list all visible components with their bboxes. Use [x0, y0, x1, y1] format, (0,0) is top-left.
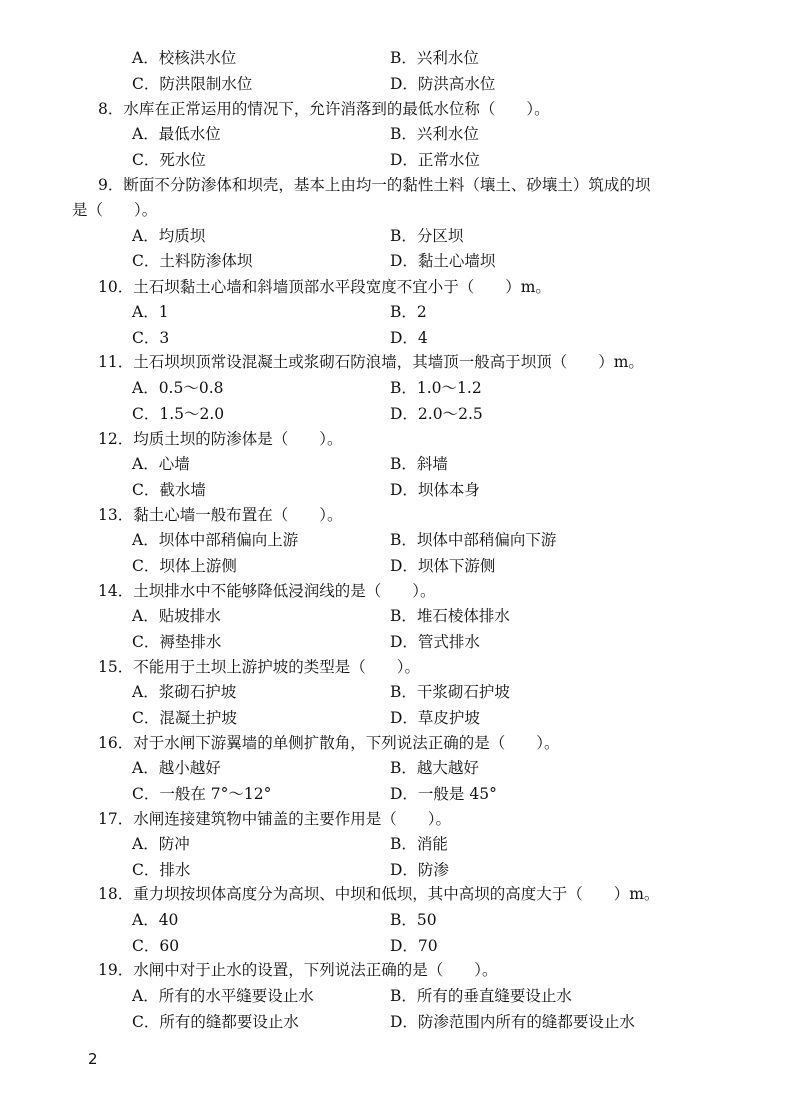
option-line: B．兴利水位	[390, 49, 479, 67]
option-line: D．坝体下游侧	[390, 557, 496, 575]
question-13: 13．黏土心墙一般布置在（ ）。	[98, 506, 343, 524]
question-17: 17．水闸连接建筑物中铺盖的主要作用是（ ）。	[98, 810, 451, 828]
option-line: A．坝体中部稍偏向上游	[132, 531, 299, 549]
option-line: B．兴利水位	[390, 125, 479, 143]
page-number: 2	[88, 1050, 98, 1068]
question-15: 15．不能用于土坝上游护坡的类型是（ ）。	[98, 658, 420, 676]
option-line: B．2	[390, 303, 427, 321]
option-line: A．贴坡排水	[132, 607, 221, 625]
option-line: D．黏土心墙坝	[390, 252, 496, 270]
option-line: B．所有的垂直缝要设止水	[390, 987, 572, 1005]
question-14: 14．土坝排水中不能够降低浸润线的是（ ）。	[98, 582, 436, 600]
question-16: 16．对于水闸下游翼墙的单侧扩散角，下列说法正确的是（ ）。	[98, 734, 560, 752]
option-line: C．死水位	[132, 151, 206, 169]
option-line: B．斜墙	[390, 455, 448, 473]
question-19: 19．水闸中对于止水的设置，下列说法正确的是（ ）。	[98, 961, 498, 979]
option-line: D．防洪高水位	[390, 75, 496, 93]
question-10: 10．土石坝黏土心墙和斜墙顶部水平段宽度不宜小于（ ）m。	[98, 278, 551, 296]
option-line: A．40	[132, 911, 179, 929]
option-line: C．60	[132, 937, 180, 955]
option-line: C．一般在 7°～12°	[132, 785, 272, 803]
option-line: C．坝体上游侧	[132, 557, 237, 575]
option-line: D．防渗范围内所有的缝都要设止水	[390, 1013, 635, 1031]
option-line: D．正常水位	[390, 151, 480, 169]
option-line: A．校核洪水位	[132, 49, 237, 67]
option-line: D．70	[390, 937, 438, 955]
option-line: A．0.5～0.8	[132, 379, 224, 397]
option-line: B．干浆砌石护坡	[390, 683, 510, 701]
option-line: B．1.0～1.2	[390, 379, 482, 397]
option-line: A．所有的水平缝要设止水	[132, 987, 314, 1005]
option-line: D．管式排水	[390, 633, 480, 651]
question-8: 8．水库在正常运用的情况下，允许消落到的最低水位称（ ）。	[98, 100, 550, 118]
option-line: C．3	[132, 329, 170, 347]
option-line: D．2.0～2.5	[390, 405, 483, 423]
option-line: D．防渗	[390, 861, 449, 879]
option-line: C．截水墙	[132, 481, 206, 499]
question-11: 11．土石坝坝顶常设混凝土或浆砌石防浪墙，其墙顶一般高于坝顶（ ）m。	[98, 353, 644, 371]
option-line: D．坝体本身	[390, 481, 480, 499]
option-line: B．坝体中部稍偏向下游	[390, 531, 557, 549]
option-line: C．1.5～2.0	[132, 405, 225, 423]
option-line: A．浆砌石护坡	[132, 683, 237, 701]
question-12: 12．均质土坝的防渗体是（ ）。	[98, 430, 343, 448]
option-line: A．防冲	[132, 835, 190, 853]
option-line: C．土料防渗体坝	[132, 252, 253, 270]
option-line: D．一般是 45°	[390, 785, 497, 803]
option-line: B．消能	[390, 835, 448, 853]
option-line: B．越大越好	[390, 759, 479, 777]
option-line: B．分区坝	[390, 227, 464, 245]
option-line: D．4	[390, 329, 428, 347]
option-line: D．草皮护坡	[390, 709, 480, 727]
option-line: C．混凝土护坡	[132, 709, 237, 727]
option-line: B．堆石棱体排水	[390, 607, 510, 625]
option-line: A．均质坝	[132, 227, 206, 245]
option-line: C．排水	[132, 861, 191, 879]
option-line: B．50	[390, 911, 437, 929]
question-9-continued: 是（ ）。	[72, 201, 158, 219]
option-line: C．防洪限制水位	[132, 75, 253, 93]
option-line: A．最低水位	[132, 125, 221, 143]
option-line: C．所有的缝都要设止水	[132, 1013, 299, 1031]
option-line: A．越小越好	[132, 759, 221, 777]
question-18: 18．重力坝按坝体高度分为高坝、中坝和低坝，其中高坝的高度大于（ ）m。	[98, 885, 660, 903]
question-9: 9．断面不分防渗体和坝壳，基本上由均一的黏性土料（壤土、砂壤土）筑成的坝	[98, 176, 651, 194]
option-line: C．褥垫排水	[132, 633, 222, 651]
option-line: A．心墙	[132, 455, 190, 473]
option-line: A．1	[132, 303, 169, 321]
